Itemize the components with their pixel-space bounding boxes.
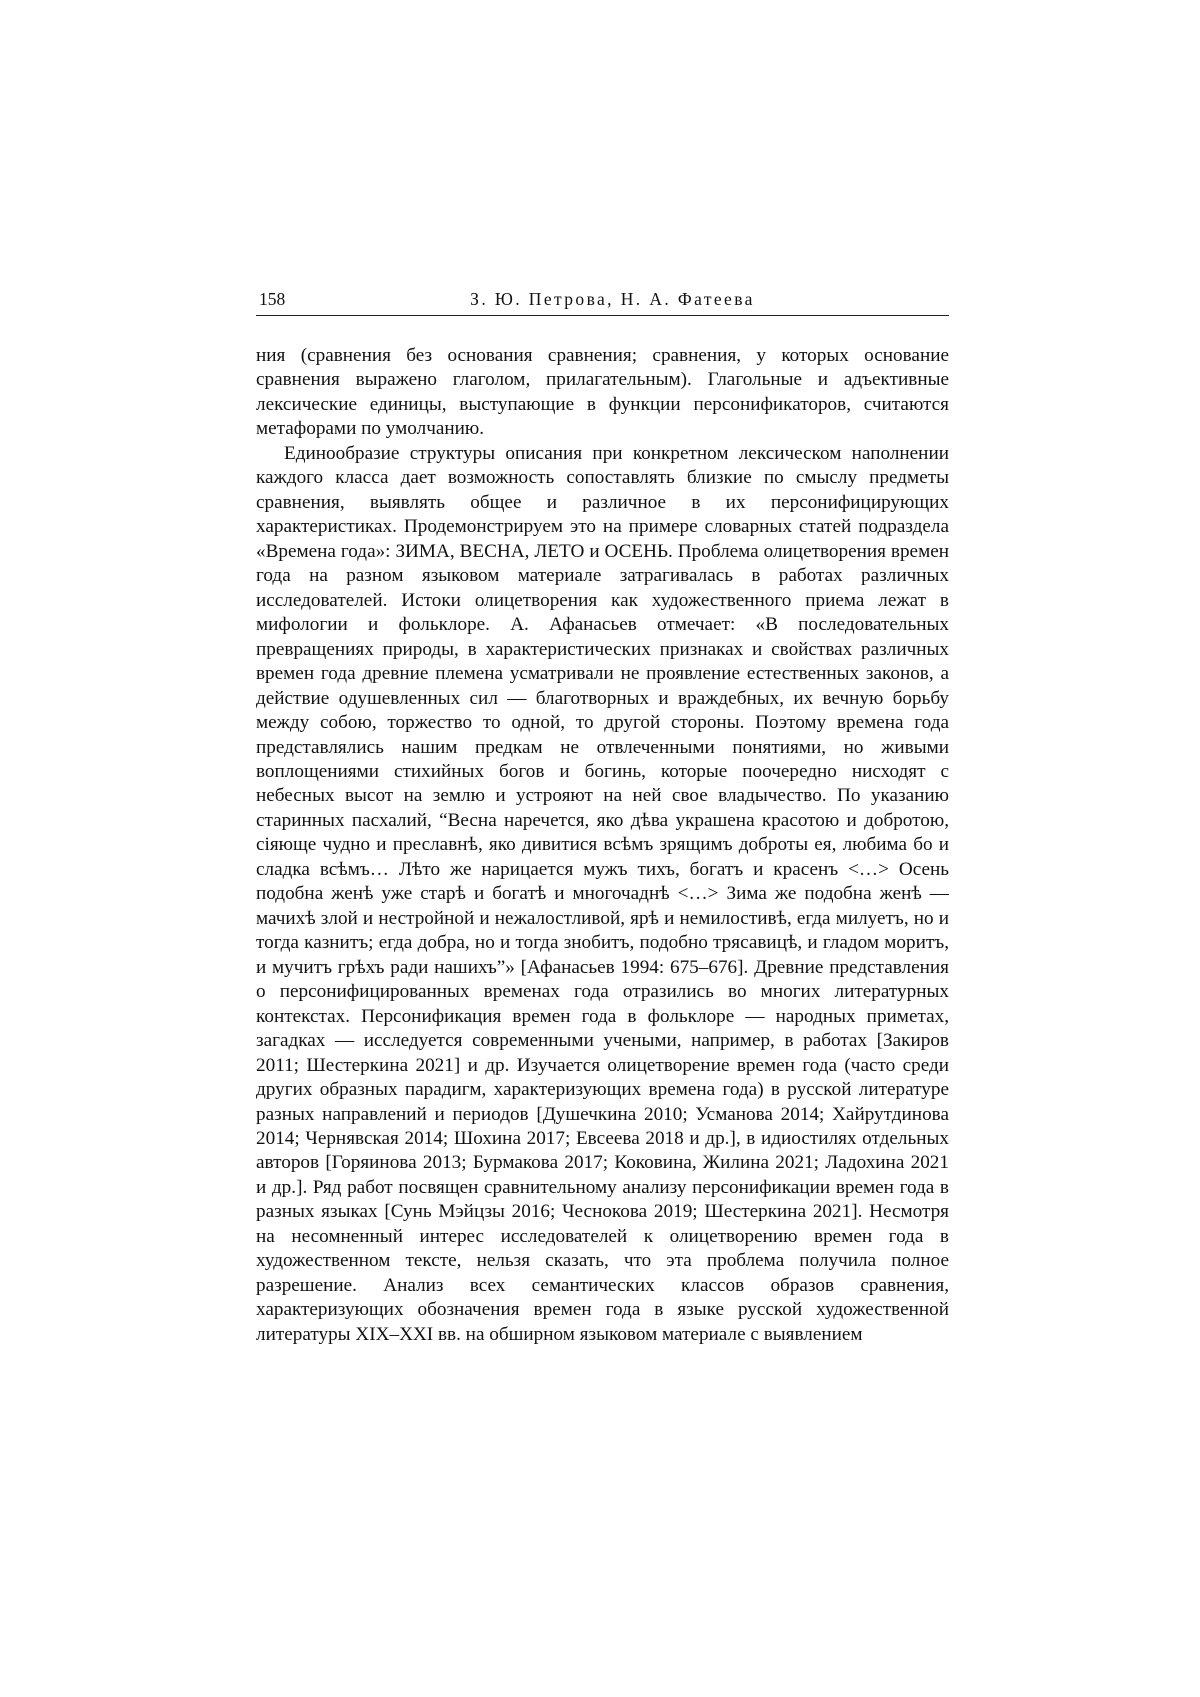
- page-header: [256, 286, 949, 316]
- paragraph-seasons: Единообразие структуры описания при конкретном лексическом наполнении каждого класса дает возможность сопоставлять близкие по смыслу предметы сравнения, выявлять общее и различное в их персонифицирующих характеристиках. Продемонстрируем это на примере словарных статей подраздела «Времена года»: ЗИМА, ВЕСНА, ЛЕТО и ОСЕНЬ. Проблема олицетворения времен года на разном языковом материале затрагивалась в работах различных исследователей. Истоки олицетворения как художественного приема лежат в мифологии и фольклоре. А. Афанасьев отмечает: «В последовательных превращениях природы, в характеристических признаках и свойствах различных времен года древние племена усматривали не проявление естественных законов, а действие одушевленных сил — благотворных и враждебных, их вечную борьбу между собою, торжество то одной, то другой стороны. Поэтому времена года представлялись нашим предкам не отвлеченными понятиями, но живыми воплощениями стихийных богов и богинь, которые поочередно нисходят с небесных высот на землю и устрояют на ней свое владычество. По указанию старинных пасхалий, “Весна наречется, яко дѣва украшена красотою и добротою, сіяюще чудно и преславнѣ, яко дивитися всѣмъ зрящимъ доброты ея, любима бо и сладка всѣмъ… Лѣто же нарицается мужъ тихъ, богатъ и красенъ <…> Осень подобна женѣ уже старѣ и богатѣ и многочаднѣ <…> Зима же подобна женѣ — мачихѣ злой и нестройной и нежалостливой, ярѣ и немилостивѣ, егда милуетъ, но и тогда казнитъ; егда добра, но и тогда знобитъ, подобно трясавицѣ, и гладом моритъ, и мучитъ грѣхъ ради нашихъ”» [Афанасьев 1994: 675–676]. Древние представления о персонифицированных временах года отразились во многих литературных контекстах. Персонификация времен года в фольклоре — народных приметах, загадках — исследуется современными учеными, например, в работах [Закиров 2011; Шестеркина 2021] и др. Изучается олицетворение времен года (часто среди других образных парадигм, характеризующих времена года) в русской литературе разных направлений и периодов [Душечкина 2010; Усманова 2014; Хайрутдинова 2014; Чернявская 2014; Шохина 2017; Евсеева 2018 и др.], в идиостилях отдельных авторов [Горяинова 2013; Бурмакова 2017; Коковина, Жилина 2021; Ладохина 2021 и др.]. Ряд работ посвящен сравнительному анализу персонификации времен года в разных языках [Сунь Мэйцзы 2016; Чеснокова 2019; Шестеркина 2021]. Несмотря на несомненный интерес исследователей к олицетворению времен года в художественном тексте, нельзя сказать, что эта проблема получила полное разрешение. Анализ всех семантических классов образов сравнения, характеризующих обозначения времен года в языке русской художественной литературы XIX–XXI вв. на обширном языковом материале с выявлением: [256, 442, 949, 1345]
- page-number: 158: [259, 289, 286, 309]
- paragraph-continued: ния (сравнения без основания сравнения; сравнения, у которых основание сравнения выражено глаголом, прилагательным). Глагольные и адъективные лексические единицы, выступающие в функции персонификаторов, считаются метафорами по умолчанию.: [256, 345, 949, 440]
- body-text: [256, 344, 949, 1347]
- running-head: З. Ю. Петрова, Н. А. Фатеева: [470, 289, 755, 309]
